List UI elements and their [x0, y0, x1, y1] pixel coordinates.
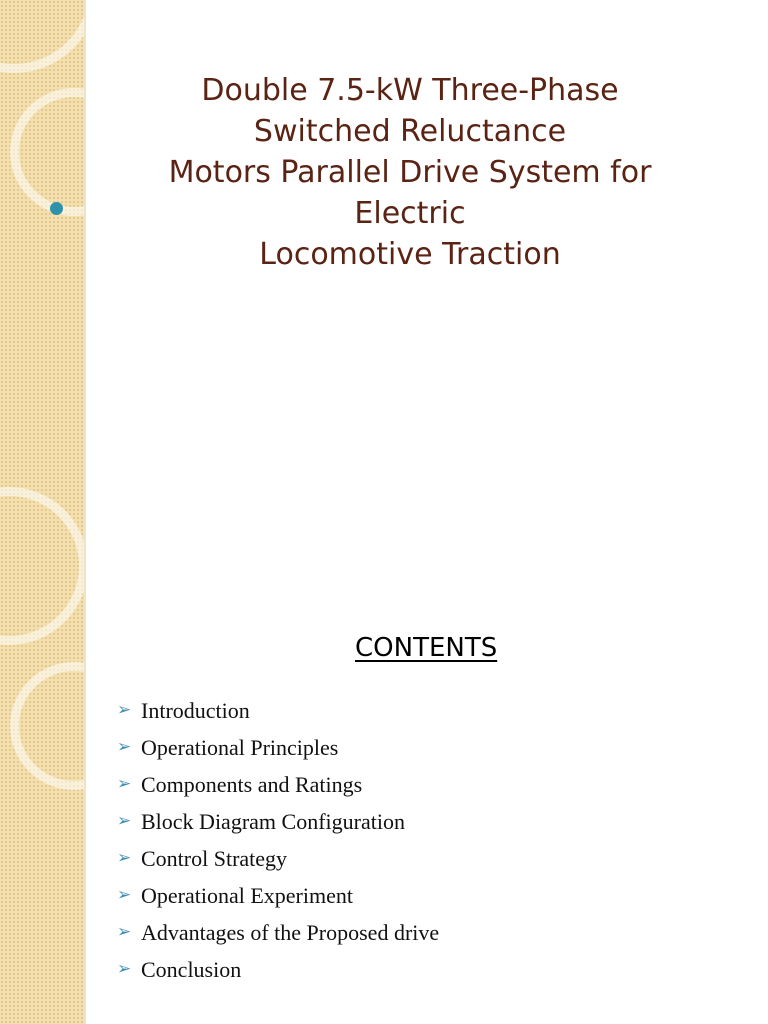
arrow-bullet-icon: ➢ [117, 922, 132, 942]
title-line: Electric [354, 196, 466, 231]
arrow-bullet-icon: ➢ [117, 811, 132, 831]
list-item [117, 697, 439, 734]
arrow-bullet-icon: ➢ [117, 885, 132, 905]
list-item-label: Control Strategy [141, 846, 288, 871]
list-item-label: Advantages of the Proposed drive [141, 920, 440, 945]
slide-title [110, 70, 710, 275]
list-item-label: Operational Experiment [141, 883, 353, 908]
list-item [117, 845, 439, 882]
list-item-label: Components and Ratings [141, 772, 363, 797]
list-item-label: Block Diagram Configuration [141, 809, 405, 834]
contents-list [117, 697, 439, 993]
title-line: Double 7.5-kW Three-Phase [201, 73, 619, 108]
arrow-bullet-icon: ➢ [117, 959, 132, 979]
title-line: Locomotive Traction [259, 237, 561, 272]
band-edge [84, 0, 86, 512]
accent-dot [50, 202, 63, 215]
list-item [117, 919, 439, 956]
arrow-bullet-icon: ➢ [117, 737, 132, 757]
title-line: Motors Parallel Drive System for [168, 155, 652, 190]
decorative-side-band [0, 512, 86, 1024]
arrow-bullet-icon: ➢ [117, 700, 132, 720]
arrow-bullet-icon: ➢ [117, 774, 132, 794]
contents-heading: CONTENTS [355, 633, 498, 663]
list-item [117, 808, 439, 845]
arrow-bullet-icon: ➢ [117, 848, 132, 868]
list-item [117, 771, 439, 808]
list-item [117, 956, 439, 993]
list-item-label: Operational Principles [141, 735, 339, 760]
list-item-label: Conclusion [141, 957, 242, 982]
decorative-side-band [0, 0, 86, 512]
band-edge [84, 512, 86, 1024]
list-item [117, 882, 439, 919]
title-line: Switched Reluctance [253, 114, 567, 149]
list-item [117, 734, 439, 771]
list-item-label: Introduction [141, 698, 250, 723]
